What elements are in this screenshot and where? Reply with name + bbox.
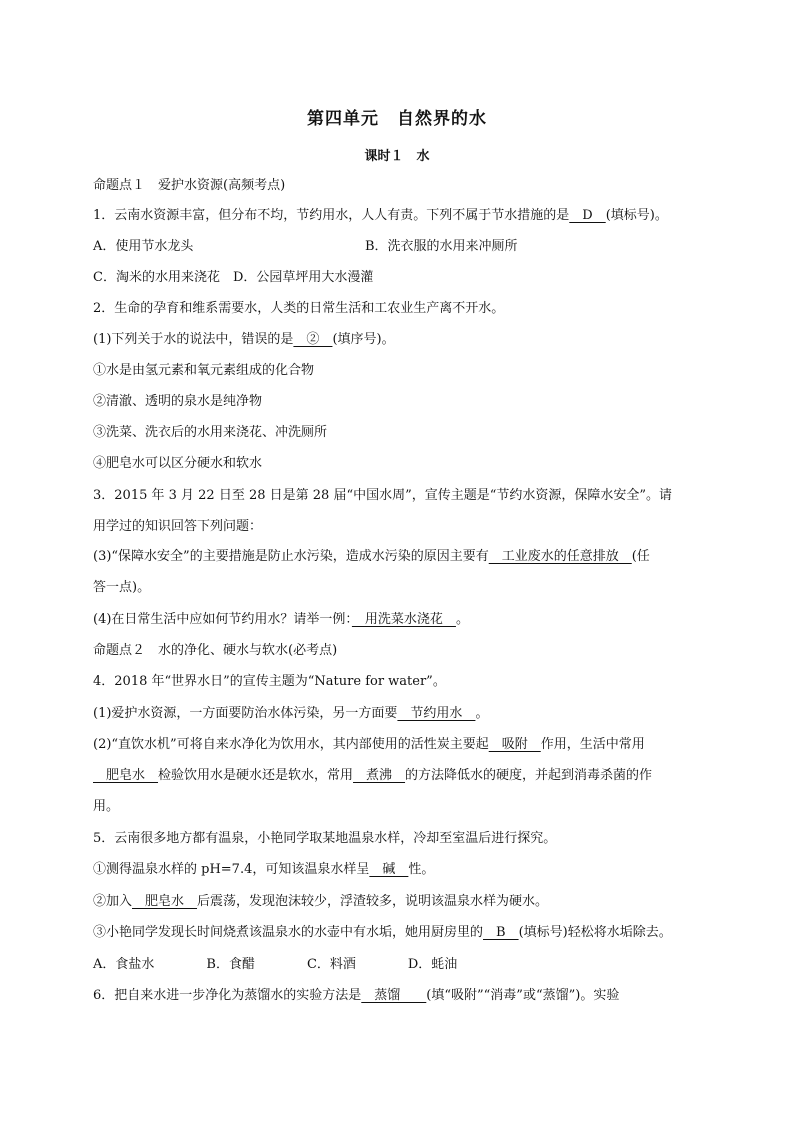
- question-2-sub-1: (1)下列关于水的说法中，错误的是 ② (填序号)。: [93, 332, 395, 347]
- question-4-sub-2-line-1: (2)“直饮水机”可将自来水净化为饮用水，其内部使用的活性炭主要起 吸附 作用，生活中常用: [93, 737, 645, 752]
- question-5-sub-2: ②加入 肥皂水 后震荡，发现泡沫较少，浮渣较多，说明该温泉水样为硬水。: [93, 894, 549, 909]
- question-4-answer-2a: 吸附: [488, 737, 541, 752]
- question-3-stem-line-1: 3．2015 年 3 月 22 日至 28 日是第 28 届“中国水周”，宣传主题是“节约水资源，保障水安全”。请: [93, 488, 673, 503]
- option-a: A．使用节水龙头: [93, 239, 194, 254]
- question-3-sub-3-line-2: 答一点)。: [93, 580, 151, 595]
- question-3-answer-3: 工业废水的任意排放: [488, 549, 632, 564]
- topic-heading-1: 命题点１ 爱护水资源(高频考点): [93, 178, 286, 193]
- question-5-answer-1: 碱: [369, 862, 409, 877]
- question-4-answer-2b: 肥皂水: [93, 768, 159, 783]
- question-5-sub-3: ③小艳同学发现长时间烧煮该温泉水的水壶中有水垢，她用厨房里的 B (填标号)轻松将水垢除去。: [93, 925, 672, 940]
- question-2-item-2: ②清澈、透明的泉水是纯净物: [93, 394, 263, 409]
- topic-heading-2: 命题点２ 水的净化、硬水与软水(必考点): [93, 643, 338, 658]
- question-1-options-row-1: [93, 237, 193, 257]
- question-3-sub-4: (4)在日常生活中应如何节约用水？请举一例： 用洗菜水浇花 。: [93, 612, 469, 627]
- question-4-sub-1: (1)爱护水资源，一方面要防治水体污染，另一方面要 节约用水 。: [93, 706, 489, 721]
- question-3-stem-line-2: 用学过的知识回答下列问题：: [93, 519, 263, 534]
- question-6-stem: 6．把自来水进一步净化为蒸馏水的实验方法是 蒸馏 (填“吸附”“消毒”或“蒸馏”)。实验: [93, 988, 620, 1003]
- document-title: 第四单元 自然界的水: [307, 109, 487, 129]
- question-4-answer-1: 节约用水: [397, 706, 476, 721]
- question-1-stem: 1．云南水资源丰富，但分布不均，节约用水，人人有责。下列不属于节水措施的是 D (填标号)。: [93, 208, 668, 223]
- option-b: B．洗衣服的水用来冲厕所: [365, 239, 518, 254]
- question-2-item-3: ③洗菜、洗衣后的水用来浇花、冲洗厕所: [93, 425, 328, 440]
- question-4-sub-2-line-2: 肥皂水 检验饮用水是硬水还是软水，常用 煮沸 的方法降低水的硬度，并起到消毒杀菌的作: [93, 768, 653, 783]
- option-c: C．淘米的水用来浇花: [93, 270, 220, 285]
- question-5-sub-1: ①测得温泉水样的 pH=7.4，可知该温泉水样呈 碱 性。: [93, 862, 435, 877]
- question-4-answer-2c: 煮沸: [353, 768, 406, 783]
- question-5-answer-2: 肥皂水: [132, 894, 198, 909]
- question-5-options: A．食盐水 B．食醋 C．料酒 D．蚝油: [93, 957, 458, 972]
- question-2-answer: ②: [293, 332, 333, 347]
- question-3-sub-3: (3)“保障水安全”的主要措施是防止水污染，造成水污染的原因主要有 工业废水的任意排放 (任: [93, 549, 650, 564]
- question-5-answer-3: B: [483, 925, 519, 940]
- question-4-sub-2-line-3: 用。: [93, 799, 120, 814]
- question-3-answer-4: 用洗菜水浇花: [351, 612, 456, 627]
- question-2-stem: 2．生命的孕育和维系需要水，人类的日常生活和工农业生产离不开水。: [93, 301, 505, 316]
- option-d: D．公园草坪用大水漫灌: [232, 270, 374, 285]
- question-2-item-1: ①水是由氢元素和氧元素组成的化合物: [93, 363, 315, 378]
- question-5-stem: 5．云南很多地方都有温泉，小艳同学取某地温泉水样，冷却至室温后进行探究。: [93, 831, 557, 846]
- question-1-answer: D: [569, 208, 606, 223]
- question-1-options-row-2: [93, 268, 373, 288]
- question-4-stem: 4．2018 年“世界水日”的宣传主题为“Nature for water”。: [93, 674, 446, 689]
- question-2-item-4: ④肥皂水可以区分硬水和软水: [93, 456, 263, 471]
- question-6-answer: 蒸馏: [361, 988, 427, 1003]
- document-subtitle: 课时１ 水: [364, 149, 430, 164]
